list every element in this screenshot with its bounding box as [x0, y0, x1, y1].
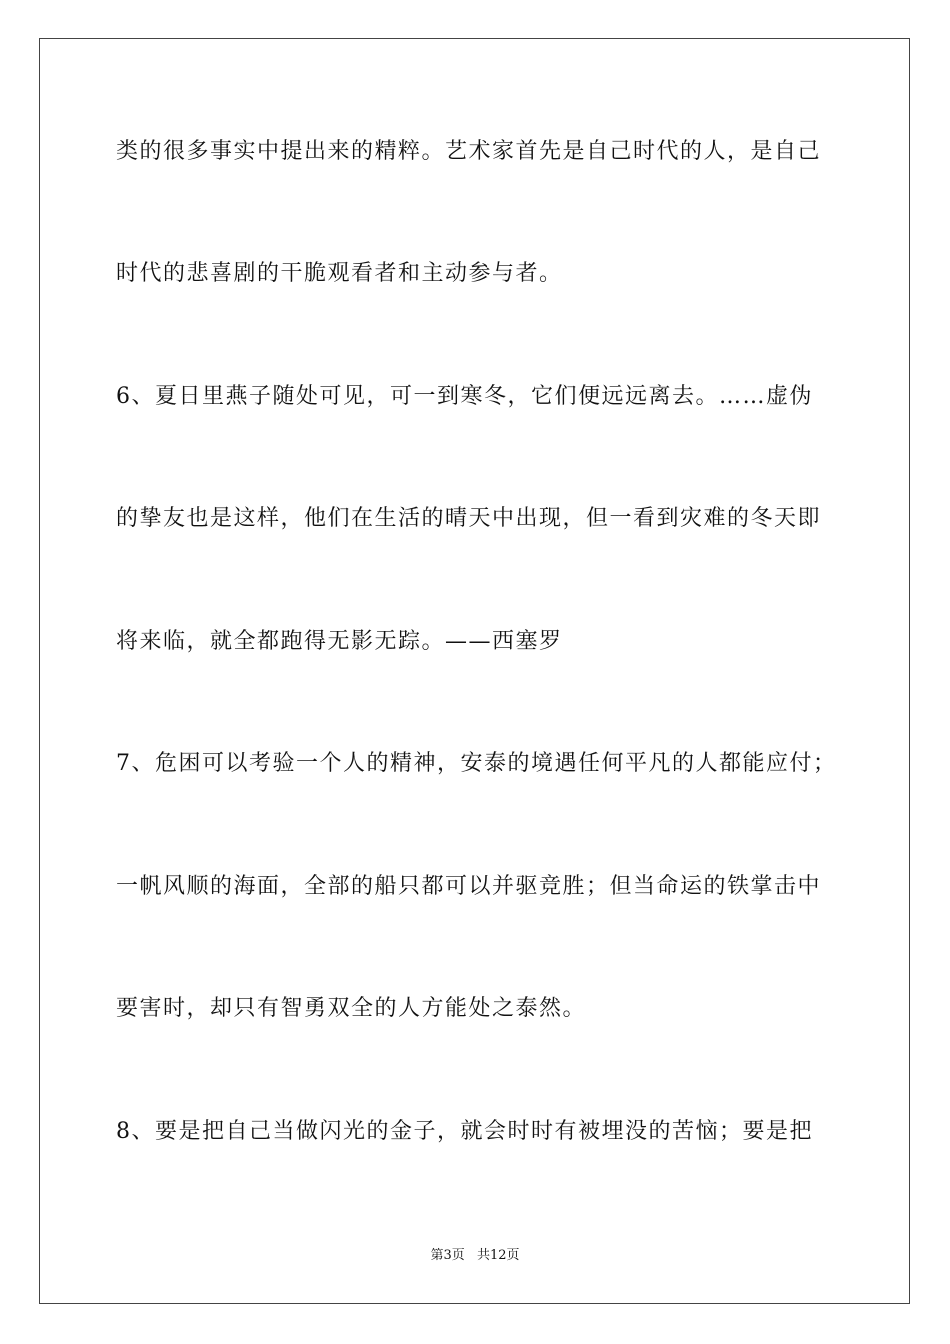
page-footer — [0, 1247, 950, 1265]
text-line: 一帆风顺的海面，全部的船只都可以并驱竞胜；但当命运的铁掌击中 — [116, 874, 822, 899]
page-total: 共12页 — [476, 1248, 520, 1263]
text-line: 将来临，就全都跑得无影无踪。——西塞罗 — [116, 629, 563, 654]
page-number: 第3页 — [430, 1248, 465, 1263]
text-line: 7、危困可以考验一个人的精神，安泰的境遇任何平凡的人都能应付； — [116, 751, 837, 776]
text-line: 时代的悲喜剧的干脆观看者和主动参与者。 — [116, 261, 563, 286]
text-line: 要害时，却只有智勇双全的人方能处之泰然。 — [116, 996, 587, 1021]
text-line: 的挚友也是这样，他们在生活的晴天中出现，但一看到灾难的冬天即 — [116, 506, 822, 531]
text-line: 6、夏日里燕子随处可见，可一到寒冬，它们便远远离去。……虚伪 — [116, 384, 813, 409]
text-line: 类的很多事实中提出来的精粹。艺术家首先是自己时代的人，是自己 — [116, 139, 822, 164]
text-line: 8、要是把自己当做闪光的金子，就会时时有被埋没的苦恼；要是把 — [116, 1119, 813, 1144]
page-border — [39, 38, 910, 1304]
